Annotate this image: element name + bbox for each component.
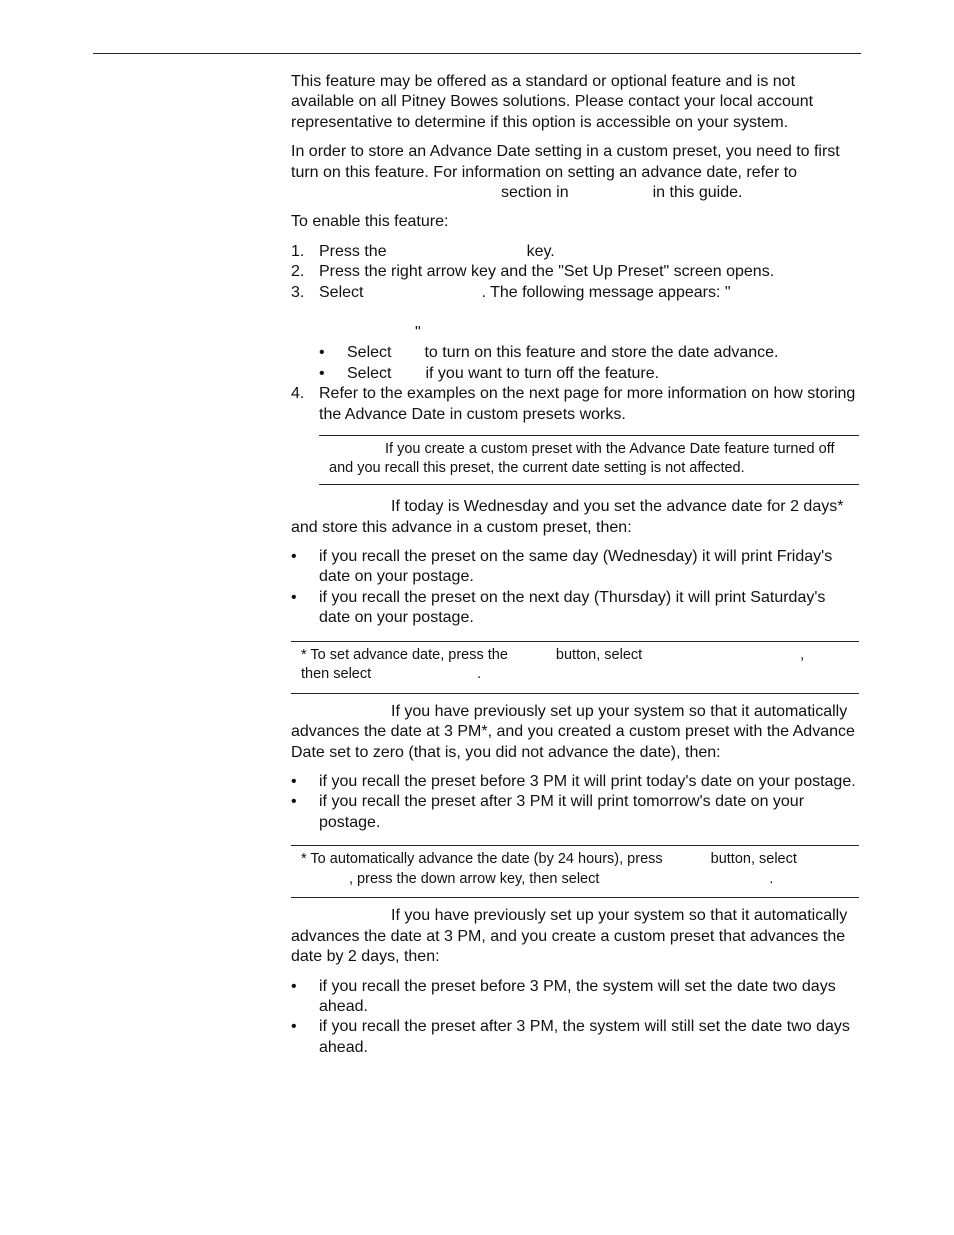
step-item bbox=[291, 384, 859, 425]
footnote-text-d: . bbox=[769, 870, 774, 887]
store-paragraph bbox=[291, 142, 859, 203]
step-item bbox=[291, 283, 859, 344]
list-item bbox=[291, 547, 859, 588]
step-number: 1. bbox=[291, 242, 305, 260]
step-number: 4. bbox=[291, 385, 305, 403]
footnote-box bbox=[291, 845, 859, 898]
example3-lead bbox=[291, 906, 859, 967]
example3-lead-text: If you have previously set up your system so that it automatically advances the date at 3 PM, and you create a custom preset that advances the date by 2 days, then: bbox=[291, 907, 848, 966]
list-item bbox=[291, 792, 859, 833]
list-item-text: if you recall the preset after 3 PM, the system will still set the date two days ahead. bbox=[319, 1018, 850, 1056]
list-item-text: if you recall the preset before 3 PM, the system will set the date two days ahead. bbox=[319, 977, 836, 1015]
header-rule bbox=[93, 53, 861, 54]
list-item-text: if you recall the preset on the next day (Thursday) it will print Saturday's date on your postage. bbox=[319, 588, 826, 627]
note-text: If you create a custom preset with the Advance Date feature turned off and you recall this preset, the current date setting is not affected. bbox=[329, 441, 835, 477]
bullet-glyph: • bbox=[291, 977, 297, 995]
step-text-c: " bbox=[415, 324, 421, 342]
store-text-b: section in bbox=[501, 184, 569, 202]
sub-bullet-text-b: if you want to turn off the feature. bbox=[425, 364, 660, 382]
bullet-glyph: • bbox=[291, 588, 297, 606]
page-body bbox=[291, 72, 859, 1067]
list-item bbox=[291, 977, 859, 1018]
footnote-text-e: . bbox=[477, 666, 482, 683]
step-text-a: Select bbox=[319, 283, 364, 301]
list-item-text: if you recall the preset on the same day (Wednesday) it will print Friday's date on your postage. bbox=[319, 547, 833, 586]
footnote-text-c: , press the down arrow key, then select bbox=[349, 870, 600, 887]
bullet-glyph: • bbox=[291, 772, 297, 790]
sub-bullet-text-a: Select bbox=[347, 344, 392, 362]
sub-bullet-item bbox=[319, 364, 859, 384]
list-item bbox=[291, 588, 859, 629]
example2-lead bbox=[291, 702, 859, 763]
step-number: 3. bbox=[291, 283, 305, 301]
step-text bbox=[319, 283, 859, 344]
footnote-text-d: then select bbox=[301, 666, 372, 683]
step-text-b: . The following message appears: " bbox=[481, 283, 731, 301]
example1-lead-text: If today is Wednesday and you set the advance date for 2 days* and store this advance in a custom preset, then: bbox=[291, 498, 844, 536]
bullet-glyph: • bbox=[319, 364, 325, 382]
step-text: Press the right arrow key and the "Set Up Preset" screen opens. bbox=[319, 263, 775, 281]
footnote-text-b: button, select bbox=[555, 646, 643, 663]
step-text: Refer to the examples on the next page for more information on how storing the Advance Date in custom presets works. bbox=[319, 385, 856, 423]
footnote-text-b: button, select bbox=[710, 851, 797, 868]
sub-bullet-text bbox=[347, 343, 778, 363]
sub-bullet-text bbox=[347, 364, 659, 384]
enable-lead: To enable this feature: bbox=[291, 213, 449, 231]
example3-bullets bbox=[291, 977, 859, 1059]
store-text-c: in this guide. bbox=[652, 184, 743, 202]
bullet-glyph: • bbox=[291, 1018, 297, 1036]
step-text-a: Press the bbox=[319, 242, 387, 260]
example1-lead bbox=[291, 497, 859, 538]
intro-paragraph: This feature may be offered as a standard or optional feature and is not available on all Pitney Bowes solutions. Please contact your local account representative to determine if this option is accessible on your system. bbox=[291, 73, 814, 131]
step-item bbox=[291, 262, 859, 282]
footnote-box bbox=[291, 641, 859, 694]
step-number: 2. bbox=[291, 263, 305, 281]
step-text bbox=[319, 242, 859, 262]
step-text-b: key. bbox=[526, 242, 555, 260]
sub-bullet-item bbox=[319, 343, 859, 363]
note-box bbox=[319, 435, 859, 485]
step-item bbox=[291, 242, 859, 262]
store-text-a: In order to store an Advance Date setting in a custom preset, you need to first turn on this feature. For information on setting an advance date, refer to bbox=[291, 143, 840, 181]
steps-list bbox=[291, 242, 859, 425]
bullet-glyph: • bbox=[291, 547, 297, 565]
bullet-glyph: • bbox=[319, 344, 325, 362]
list-item bbox=[291, 1017, 859, 1058]
footnote-text-c: , bbox=[800, 646, 805, 663]
example2-bullets bbox=[291, 772, 859, 833]
list-item-text: if you recall the preset before 3 PM it will print today's date on your postage. bbox=[319, 772, 856, 790]
bullet-glyph: • bbox=[291, 793, 297, 811]
footnote-text-a: * To automatically advance the date (by 24 hours), press bbox=[301, 851, 663, 868]
sub-bullet-text-a: Select bbox=[347, 364, 392, 382]
example2-lead-text: If you have previously set up your system so that it automatically advances the date at 3 PM*, and you created a custom preset with the Advance Date set to zero (that is, you did not advance the date), then: bbox=[291, 702, 855, 761]
example1-bullets bbox=[291, 547, 859, 629]
list-item bbox=[291, 772, 859, 792]
sub-bullet-text-b: to turn on this feature and store the date advance. bbox=[424, 344, 779, 362]
footnote-text-a: * To set advance date, press the bbox=[301, 646, 508, 663]
list-item-text: if you recall the preset after 3 PM it will print tomorrow's date on your postage. bbox=[319, 793, 805, 831]
